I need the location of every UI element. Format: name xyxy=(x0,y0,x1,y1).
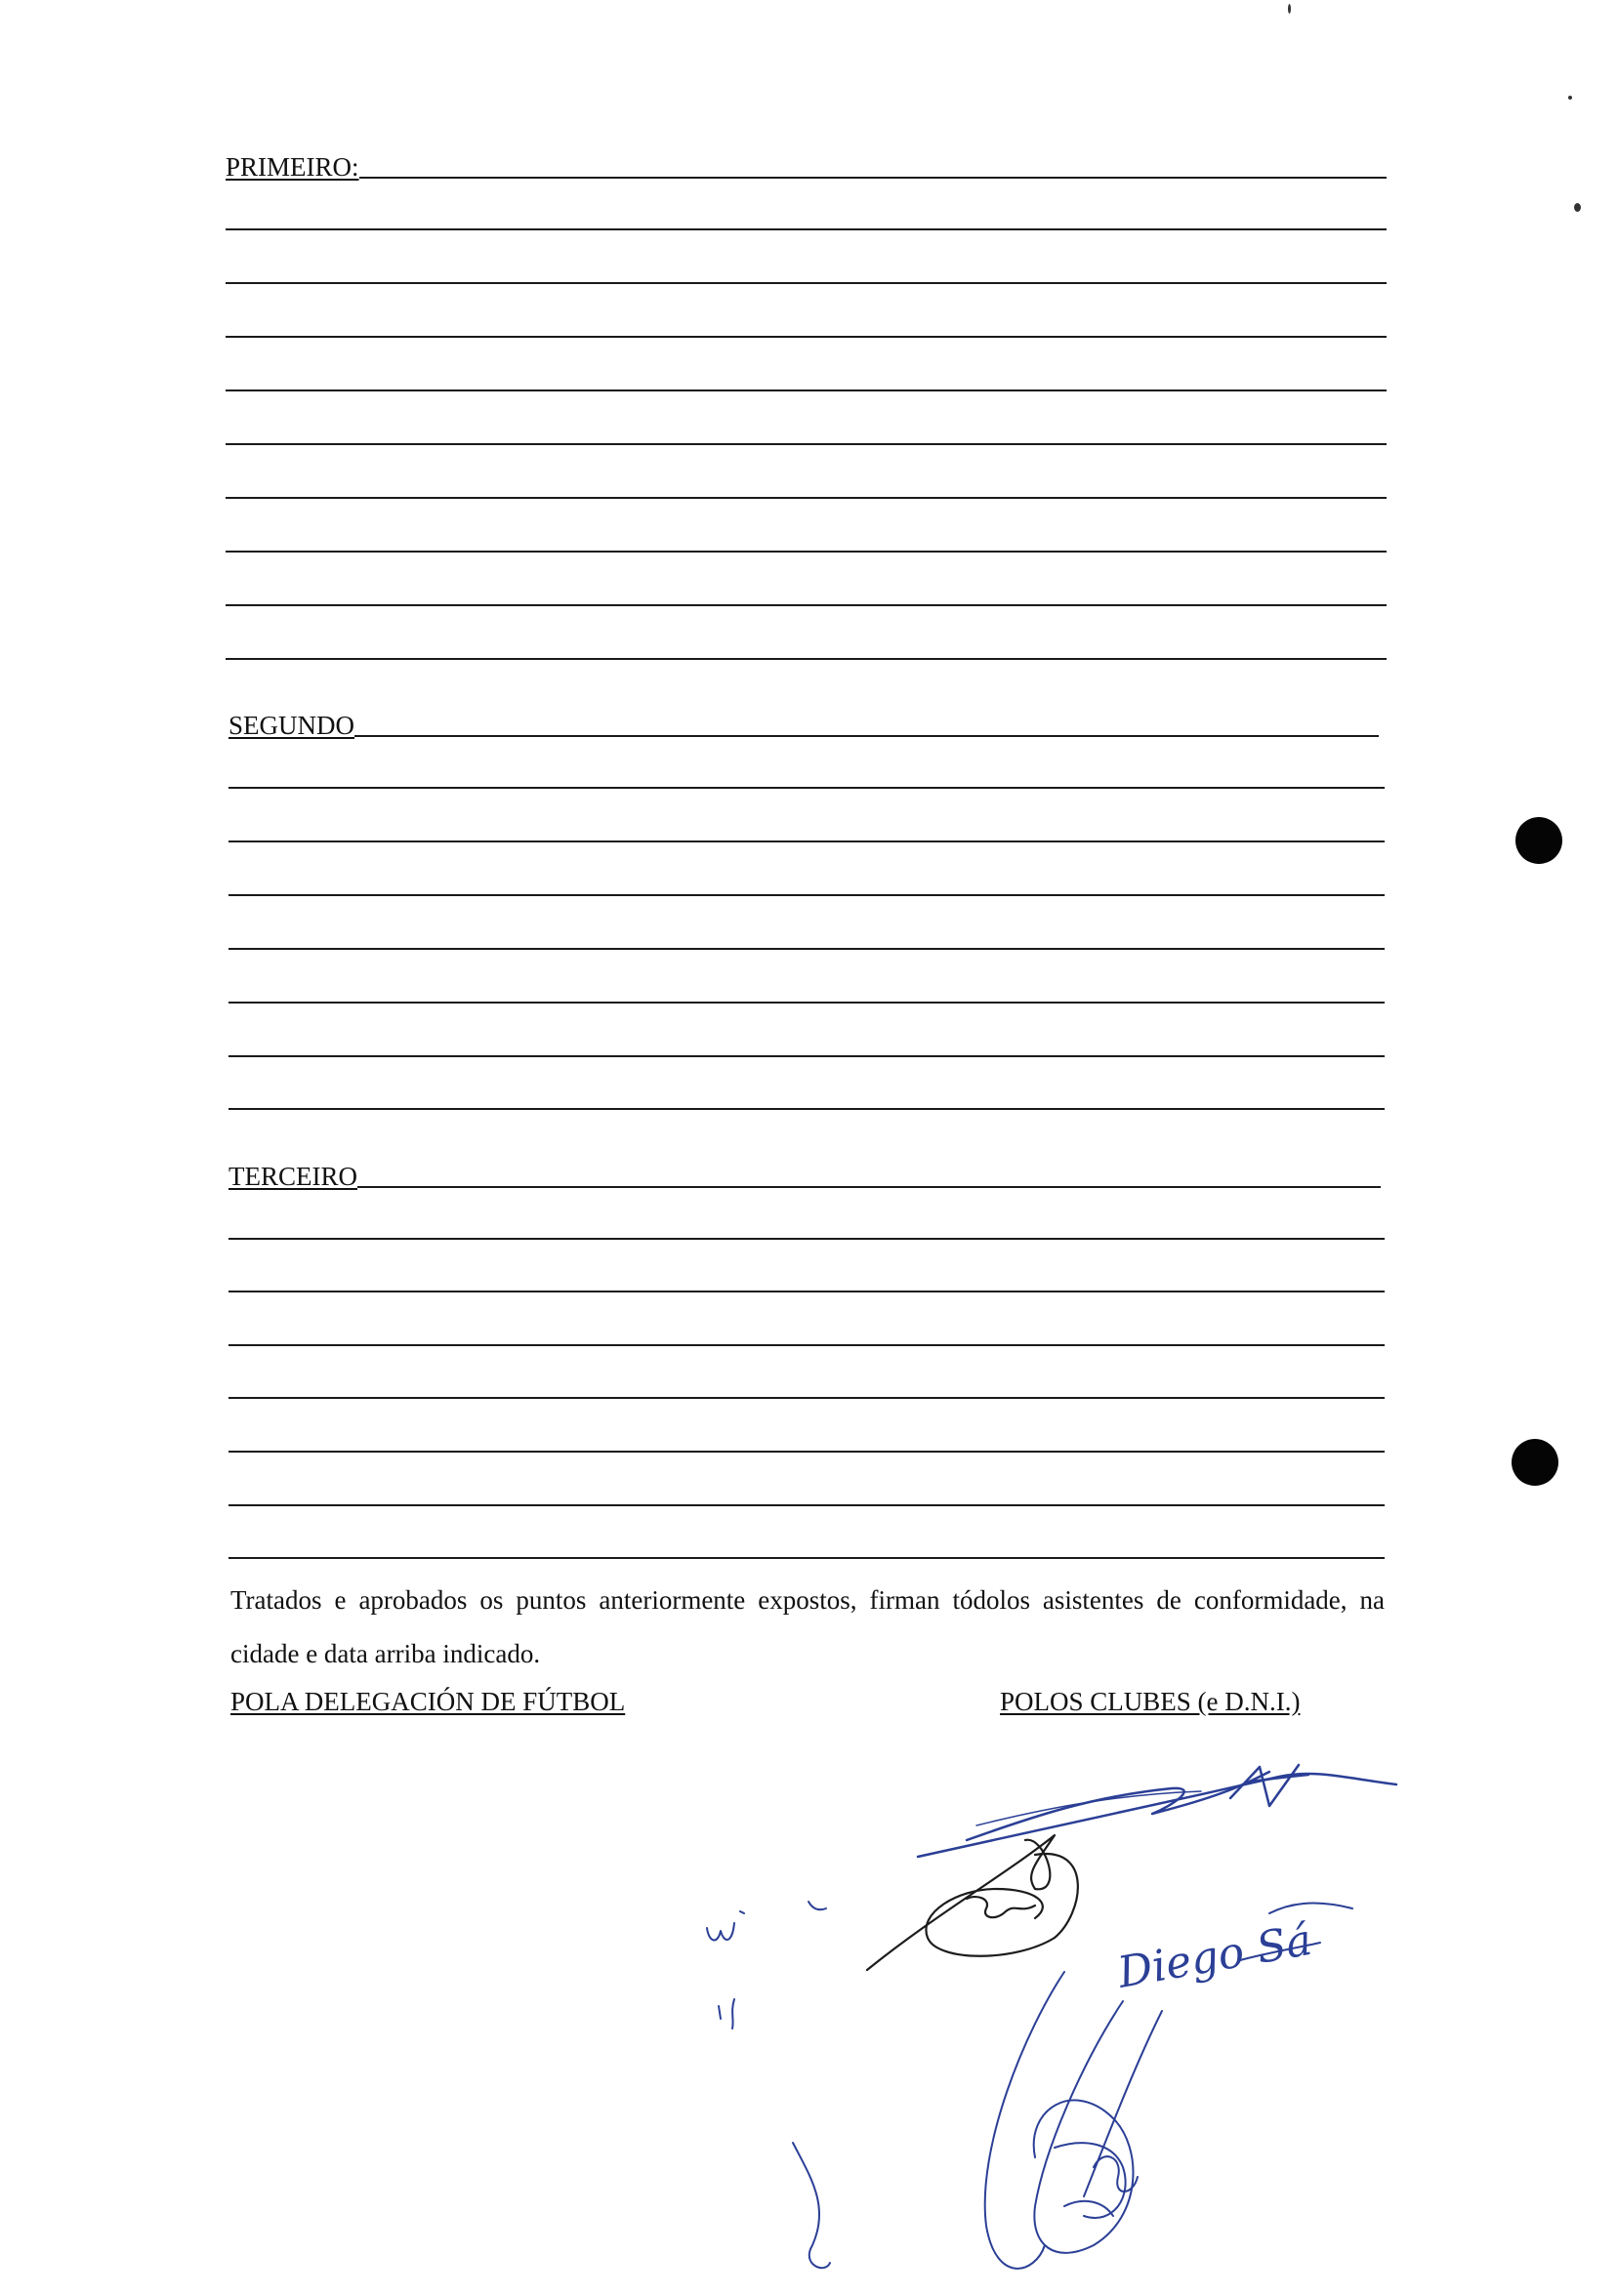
signature-stroke xyxy=(1240,1943,1320,1960)
signature-stroke xyxy=(707,1911,744,1940)
section-primeiro-label: PRIMEIRO: xyxy=(226,152,359,182)
blank-line xyxy=(228,1344,1385,1346)
signature-stroke xyxy=(967,1897,1035,1917)
scan-speck xyxy=(1574,203,1581,212)
signature-stroke xyxy=(918,1774,1396,1857)
blank-line xyxy=(226,658,1387,660)
signature-stroke xyxy=(976,1791,1201,1825)
blank-line xyxy=(228,1504,1385,1506)
signature-stroke xyxy=(1269,1904,1352,1913)
blank-line xyxy=(226,551,1387,553)
blank-line xyxy=(226,390,1387,391)
section-terceiro-heading xyxy=(228,1152,1381,1191)
blank-line xyxy=(228,948,1385,950)
blank-line xyxy=(228,894,1385,896)
signature-stroke xyxy=(1230,1765,1308,1806)
blank-line xyxy=(226,604,1387,606)
blank-line xyxy=(228,1557,1385,1559)
section-segundo-line xyxy=(354,735,1379,737)
blank-line xyxy=(226,336,1387,338)
scan-speck xyxy=(1568,96,1572,100)
blank-line xyxy=(226,497,1387,499)
signature-stroke xyxy=(1055,2011,1162,2218)
section-terceiro-line xyxy=(357,1186,1381,1188)
handwritten-name: Diego Sá xyxy=(1114,1914,1316,1998)
closing-paragraph: Tratados e aprobados os puntos anteriormente expostos, firman tódolos asistentes de conformidade, na cidade e data arriba indicado. xyxy=(230,1585,1385,1668)
punch-hole xyxy=(1515,817,1562,864)
blank-line xyxy=(226,282,1387,284)
scan-speck xyxy=(1288,4,1291,14)
signature-stroke xyxy=(1064,2156,1138,2216)
signature-stroke xyxy=(985,1972,1064,2269)
signature-stroke xyxy=(967,1772,1269,1840)
blank-line xyxy=(228,1002,1385,1004)
blank-line xyxy=(226,443,1387,445)
delegation-label: POLA DELEGACIÓN DE FÚTBOL xyxy=(230,1687,626,1716)
punch-hole xyxy=(1512,1439,1558,1486)
section-segundo-heading xyxy=(228,701,1379,740)
section-primeiro-heading xyxy=(226,143,1387,182)
clubs-label: POLOS CLUBES (e D.N.I.) xyxy=(1000,1687,1301,1716)
blank-line xyxy=(228,1108,1385,1110)
signature-stroke xyxy=(926,1854,1077,1956)
blank-line xyxy=(228,787,1385,789)
signature-stroke xyxy=(719,1999,734,2029)
section-terceiro-label: TERCEIRO xyxy=(228,1162,357,1191)
signature-stroke xyxy=(808,1902,826,1909)
blank-line xyxy=(228,1291,1385,1292)
section-primeiro-line xyxy=(359,177,1387,179)
section-segundo-label: SEGUNDO xyxy=(228,711,355,740)
signature-stroke xyxy=(867,1835,1055,1970)
blank-line xyxy=(226,228,1387,230)
blank-line xyxy=(228,840,1385,842)
signature-stroke xyxy=(1034,2001,1134,2253)
blank-line xyxy=(228,1451,1385,1453)
signature-stroke xyxy=(793,2143,830,2268)
blank-line xyxy=(228,1397,1385,1399)
blank-line xyxy=(228,1238,1385,1240)
blank-line xyxy=(228,1055,1385,1057)
